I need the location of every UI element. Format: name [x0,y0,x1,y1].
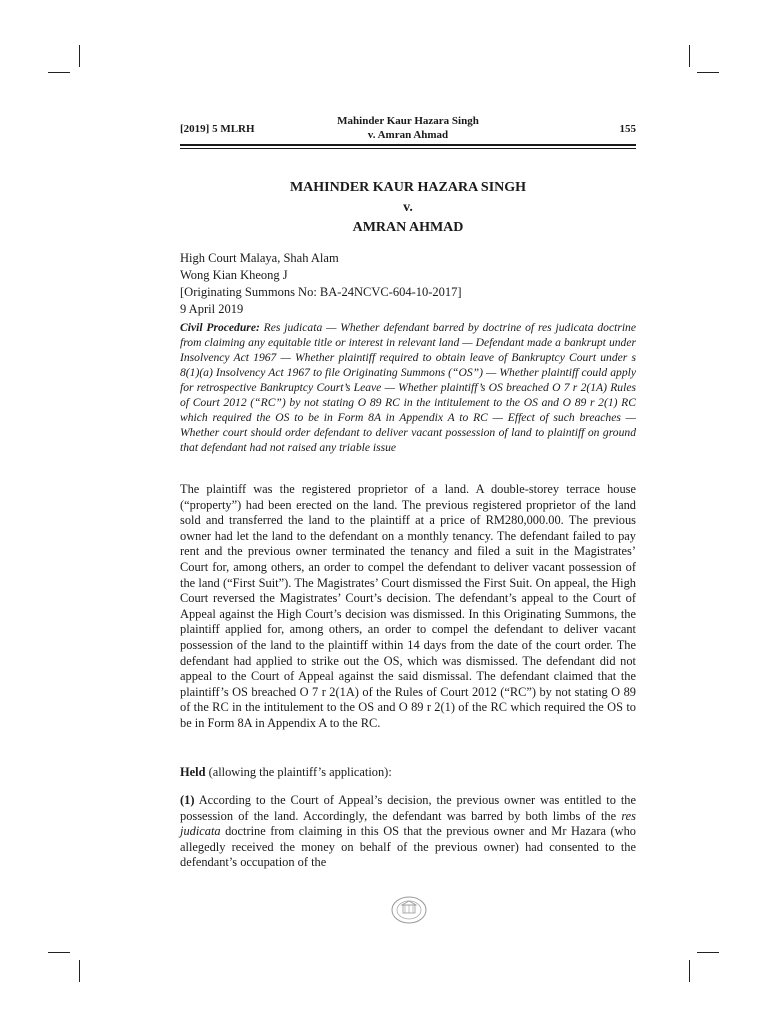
court-seal-icon [390,895,428,925]
header-case-name-line1: Mahinder Kaur Hazara Singh [337,115,479,127]
page-number: 155 [619,123,636,135]
judgment-date: 9 April 2019 [180,302,244,316]
crop-mark [689,960,690,982]
case-title [180,178,636,238]
held-text: (allowing the plaintiff’s application): [205,765,392,779]
holding-1-text-b: doctrine from claiming in this OS that the previous owner and Mr Hazara (who allegedly received the money on behalf of the previous owner) had consented to the defendant’s occupation of the [180,824,636,870]
suit-number: [Originating Summons No: BA-24NCVC-604-10-2017] [180,285,462,299]
crop-mark [689,45,690,67]
held-label: Held [180,765,206,779]
crop-mark [697,952,719,953]
holding-1-italic: res judicata [180,808,636,839]
held-heading [180,765,636,781]
header-rule-thick [180,144,636,146]
crop-mark [697,72,719,73]
case-summary: The plaintiff was the registered proprietor of a land. A double-storey terrace house (“property”) had been erected on the land. The previous registered proprietor of the land sold and transferred the land to the plaintiff at a price of RM280,000.00. The previous owner had let the land to the defendant on a monthly tenancy. The defendant failed to pay rent and the previous owner terminated the tenancy and filed a suit in the Magistrates’ Court for, among others, an order to compel the defendant to deliver vacant possession of the land (“First Suit”). The Magistrates’ Court dismissed the First Suit. On appeal, the High Court reversed the Magistrates’ Court’s decision. The defendant’s appeal to the Court of Appeal against the High Court’s decision was dismissed. In this Originating Summons, the plaintiff applied for, among others, an order to compel the defendant to deliver vacant possession of the land to the plaintiff within 14 days from the date of the court order. The defendant had applied to strike out the OS, which was dismissed. The defendant did not appeal to the Court of Appeal against the said dismissal. The defendant claimed that the plaintiff’s OS breached O 7 r 2(1A) of the Rules of Court 2012 (“RC”) by not stating O 89 of the RC in the intitulement to the OS and O 89 r 2(1) of the RC which required the OS to be in Form 8A in Appendix A to the RC. [180,482,636,730]
versus: v. [403,200,413,215]
plaintiff-name: MAHINDER KAUR HAZARA SINGH [289,180,527,195]
catchwords [180,320,636,455]
header-case-name-line2: v. Amran Ahmad [367,129,449,141]
catchwords-text: Res judicata — Whether defendant barred by doctrine of res judicata doctrine from claiming any equitable title or interest in relevant land — Defendant made a bankrupt under Insolvency Act 1967 — Whether plaintiff required to obtain leave of Bankruptcy Court under s 8(1)(a) Insolvency Act 1967 to file Originating Summons (“OS”) — Whether plaintiff could apply for retrospective Bankruptcy Court’s Leave — Whether plaintiff’s OS breached O 7 r 2(1A) Rules of Court 2012 (“RC”) by not stating O 89 RC in the intitulement to the OS and O 89 r 2(1) RC which required the OS to be in Form 8A in Appendix A to RC — Effect of such breaches — Whether court should order defendant to deliver vacant possession of land to plaintiff on ground that defendant had not raised any triable issue [180,321,636,454]
catchwords-label: Civil Procedure: [180,321,260,334]
defendant-name: AMRAN AHMAD [352,220,464,235]
case-meta [180,250,462,318]
crop-mark [48,952,70,953]
crop-mark [79,960,80,982]
header-case-name [180,114,636,142]
judge-name: Wong Kian Kheong J [180,268,288,282]
court-name: High Court Malaya, Shah Alam [180,251,339,265]
crop-mark [79,45,80,67]
crop-mark [48,72,70,73]
report-citation: [2019] 5 MLRH [180,123,255,135]
holding-1-number: (1) [180,793,195,807]
holding-1 [180,793,636,871]
holding-1-text-a: According to the Court of Appeal’s decision, the previous owner was entitled to the possession of the land. Accordingly, the defendant was barred by both limbs of the [180,793,636,823]
running-header [180,114,636,144]
header-rule-thin [180,148,636,149]
